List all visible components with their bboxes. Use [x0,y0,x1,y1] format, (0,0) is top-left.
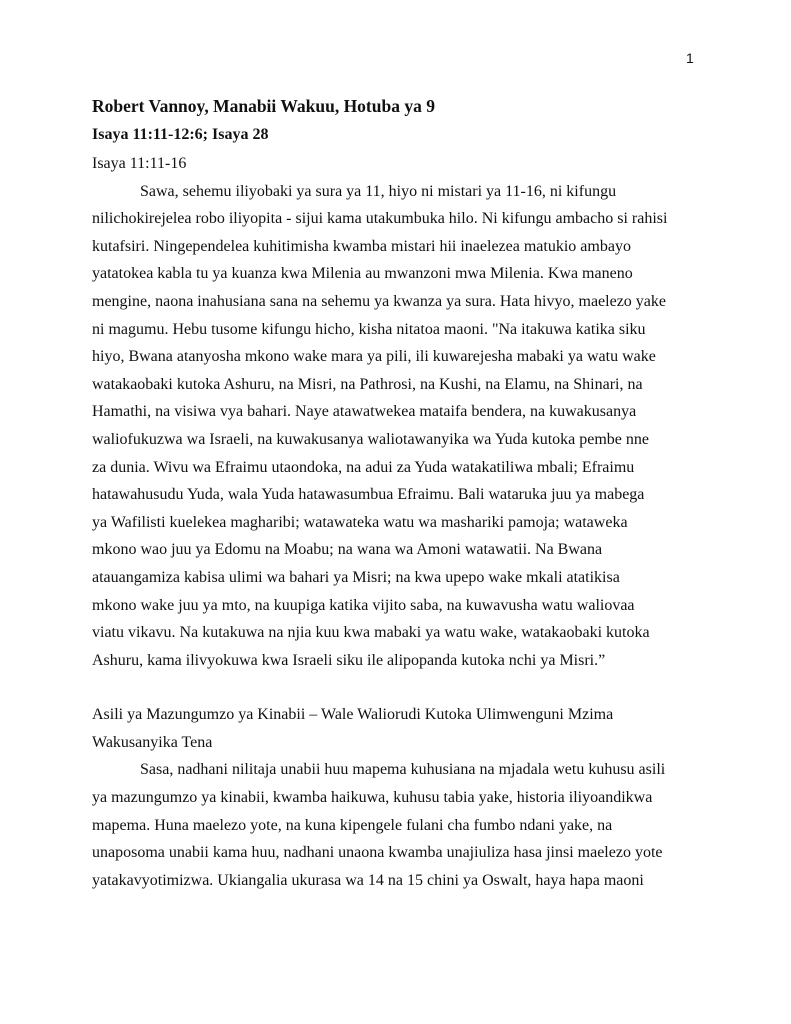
document-body [92,94,704,894]
paragraph-line: yatakavyotimizwa. Ukiangalia ukurasa wa 14 na 15 chini ya Oswalt, haya hapa maoni [92,871,644,889]
paragraph-line: Sasa, nadhani nilitaja unabii huu mapema kuhusiana na mjadala wetu kuhusu asili [140,761,666,779]
paragraph-line: yatatokea kabla tu ya kuanza kwa Milenia au mwanzoni mwa Milenia. Kwa maneno [92,265,633,283]
paragraph-line: ni magumu. Hebu tusome kifungu hicho, kisha nitatoa maoni. "Na itakuwa katika siku [92,320,646,338]
page-number: 1 [686,50,694,66]
paragraph-line: hatawahusudu Yuda, wala Yuda hatawasumbua Efraimu. Bali wataruka juu ya mabega [92,486,645,504]
paragraph-spacer [92,674,704,701]
section-heading-line: Asili ya Mazungumzo ya Kinabii – Wale Waliorudi Kutoka Ulimwenguni Mzima [92,706,614,724]
paragraph-line: ya Wafilisti kuelekea magharibi; watawateka watu wa mashariki pamoja; wataweka [92,513,628,531]
section-heading: Isaya 11:11-16 [92,155,187,172]
paragraph [92,756,704,894]
paragraph-line: unaposoma unabii kama huu, nadhani unaona kwamba unajiuliza hasa jinsi maelezo yote [92,844,663,862]
paragraph-line: viatu vikavu. Na kutakuwa na njia kuu kwa mabaki ya watu wake, watakaobaki kutoka [92,624,650,642]
section-heading-line: Wakusanyika Tena [92,733,213,751]
paragraph-line: mkono wake juu ya mto, na kuupiga katika vijito saba, na kuwavusha watu waliovaa [92,596,635,614]
paragraph-line: mkono wao juu ya Edomu na Moabu; na wana wa Amoni watawatii. Na Bwana [92,541,603,559]
paragraph [92,178,704,675]
paragraph-line: mengine, naona inahusiana sana na sehemu ya kwanza ya sura. Hata hivyo, maelezo yake [92,292,666,310]
paragraph-line: za dunia. Wivu wa Efraimu utaondoka, na adui za Yuda watakatiliwa mbali; Efraimu [92,458,635,476]
document-title: Robert Vannoy, Manabii Wakuu, Hotuba ya 9 [92,96,435,116]
paragraph-line: kutafsiri. Ningependelea kuhitimisha kwamba mistari hii inaelezea matukio ambayo [92,237,631,255]
paragraph-line: hiyo, Bwana atanyosha mkono wake mara ya pili, ili kuwarejesha mabaki ya watu wake [92,348,656,366]
paragraph-line: waliofukuzwa wa Israeli, na kuwakusanya waliotawanyika wa Yuda kutoka pembe nne [92,430,649,448]
document-subtitle: Isaya 11:11-12:6; Isaya 28 [92,126,269,143]
paragraph-line: mapema. Huna maelezo yote, na kuna kipengele fulani cha fumbo ndani yake, na [92,816,613,834]
paragraph-line: Ashuru, kama ilivyokuwa kwa Israeli siku ile alipopanda kutoka nchi ya Misri.” [92,651,606,669]
paragraph-line: watakaobaki kutoka Ashuru, na Misri, na Pathrosi, na Kushi, na Elamu, na Shinari, na [92,375,643,393]
paragraph-line: Sawa, sehemu iliyobaki ya sura ya 11, hiyo ni mistari ya 11-16, ni kifungu [140,182,617,200]
paragraph-line: Hamathi, na visiwa vya bahari. Naye atawatwekea mataifa bendera, na kuwakusanya [92,403,637,421]
paragraph-line: nilichokirejelea robo iliyopita - sijui kama utakumbuka hilo. Ni kifungu ambacho si rahisi [92,210,668,228]
paragraph-line: atauangamiza kabisa ulimi wa bahari ya Misri; na kwa upepo wake mkali atatikisa [92,568,620,586]
paragraph-line: ya mazungumzo ya kinabii, kwamba haikuwa, kuhusu tabia yake, historia iliyoandikwa [92,789,653,807]
section-heading-2 [92,701,704,756]
